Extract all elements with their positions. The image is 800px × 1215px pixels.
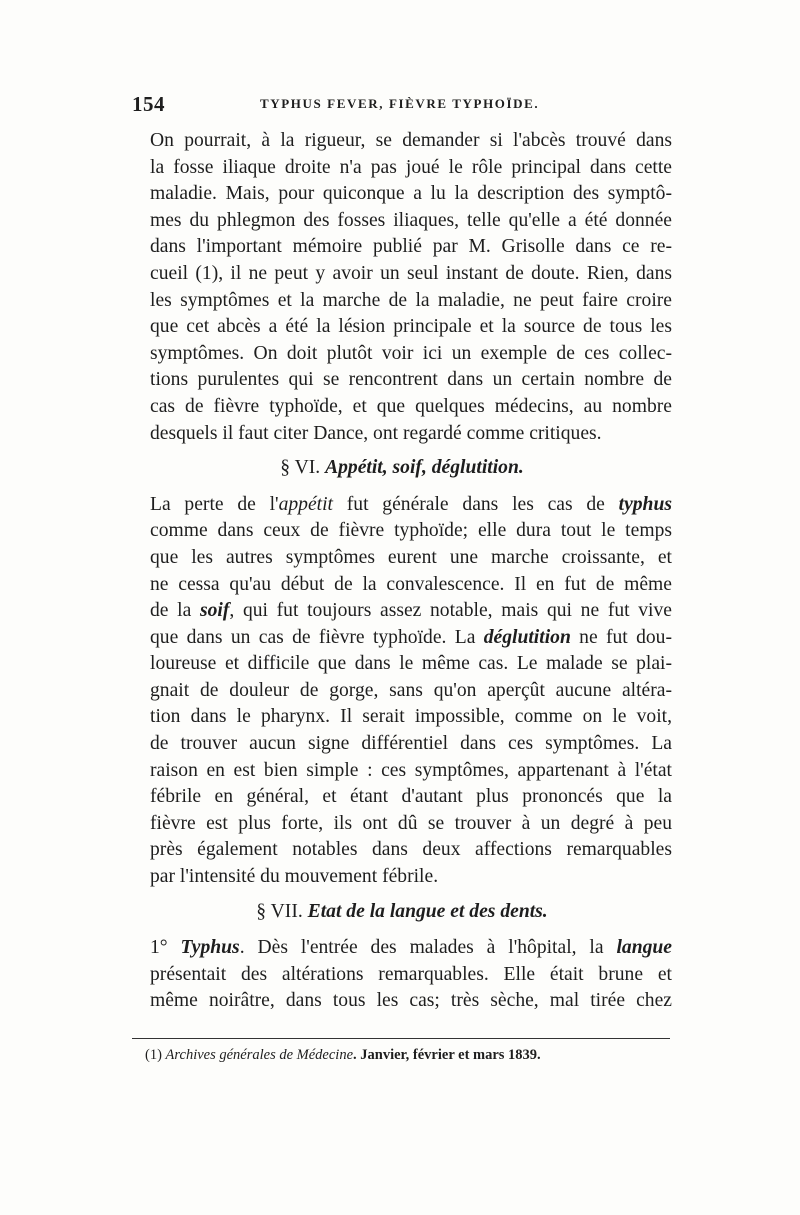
section-title: Etat de la langue et des dents. <box>307 900 548 922</box>
italic-term: typhus <box>618 493 672 515</box>
text-line: près également notables dans deux affections remarquables <box>150 839 672 861</box>
text-line: même noirâtre, dans tous les cas; très sèche, mal tirée chez <box>150 990 672 1012</box>
footnote-dates: . Janvier, février et mars 1839. <box>353 1047 541 1063</box>
text-line: symptômes. On doit plutôt voir ici un exemple de ces collec- <box>150 342 672 364</box>
text-line: la fosse iliaque droite n'a pas joué le rôle principal dans cette <box>150 156 672 178</box>
footnote-source: Archives générales de Médecine <box>165 1047 354 1063</box>
text-run: que dans un cas de fièvre typhoïde. La <box>150 626 484 648</box>
text-line <box>132 598 672 625</box>
text-run: ne fut dou- <box>570 626 672 648</box>
italic-term: Typhus <box>180 937 240 959</box>
italic-term: appétit <box>278 493 333 515</box>
paragraph-abces <box>132 128 672 447</box>
text-run: 1° <box>150 937 181 959</box>
text-line: desquels il faut citer Dance, ont regardé comme critiques. <box>150 422 602 444</box>
footnote <box>145 1046 541 1064</box>
text-line: fébrile en général, et étant d'autant plus prononcés que la <box>150 786 672 808</box>
section-number: § VI. <box>280 457 321 479</box>
text-line: loureuse et difficile que dans le même cas. Le malade se plai- <box>150 653 672 675</box>
text-line: gnait de douleur de gorge, sans qu'on aperçût aucune altéra- <box>150 679 672 701</box>
italic-term: langue <box>616 937 672 959</box>
section-heading-vii <box>132 899 672 926</box>
text-line: ne cessa qu'au début de la convalescence. Il en fut de même <box>150 573 672 595</box>
text-run: . Dès l'entrée des malades à l'hôpital, la <box>239 937 617 959</box>
text-line: de trouver aucun signe différentiel dans ces symptômes. La <box>150 733 672 755</box>
text-line: maladie. Mais, pour quiconque a lu la description des symptô- <box>150 183 672 205</box>
text-line <box>132 935 672 962</box>
text-line <box>132 625 672 652</box>
text-line: présentait des altérations remarquables. Elle était brune et <box>150 963 672 985</box>
section-heading-vi <box>132 455 672 482</box>
text-line: On pourrait, à la rigueur, se demander si l'abcès trouvé dans <box>150 130 672 151</box>
page-number: 154 <box>132 92 165 116</box>
text-line: cueil (1), il ne peut y avoir un seul instant de doute. Rien, dans <box>150 262 672 284</box>
section-title: Appétit, soif, déglutition. <box>325 457 524 479</box>
text-line: les symptômes et la marche de la maladie, ne peut faire croire <box>150 289 672 311</box>
footnote-marker: (1) <box>145 1047 166 1063</box>
footnote-rule <box>132 1038 670 1039</box>
text-run: La perte de l' <box>150 493 279 515</box>
text-line <box>132 492 672 519</box>
italic-term: soif <box>199 600 230 622</box>
text-line: tion dans le pharynx. Il serait impossible, comme on le voit, <box>150 706 672 728</box>
italic-term: déglutition <box>483 626 571 648</box>
text-line: fièvre est plus forte, ils ont dû se trouver à un degré à peu <box>150 812 672 834</box>
text-line: que les autres symptômes eurent une marche croissante, et <box>150 546 672 568</box>
text-line: que cet abcès a été la lésion principale et la source de tous les <box>150 316 672 338</box>
paragraph-langue <box>132 935 672 1015</box>
running-head <box>132 92 672 120</box>
text-line: raison en est bien simple : ces symptômes, appartenant à l'état <box>150 759 672 781</box>
text-run: , qui fut toujours assez notable, mais qui ne fut vive <box>229 600 672 622</box>
text-line: cas de fièvre typhoïde, et que quelques médecins, au nombre <box>150 395 672 417</box>
text-run: fut générale dans les cas de <box>333 493 619 515</box>
text-line: mes du phlegmon des fosses iliaques, telle qu'elle a été donnée <box>150 209 672 231</box>
text-line: tions purulentes qui se rencontrent dans un certain nombre de <box>150 369 672 391</box>
body-text <box>132 128 672 1015</box>
section-number: § VII. <box>256 900 303 922</box>
running-title: TYPHUS FEVER, FIÈVRE TYPHOÏDE. <box>260 96 540 111</box>
text-line: dans l'important mémoire publié par M. Grisolle dans ce re- <box>150 236 672 258</box>
paragraph-appetit <box>132 492 672 891</box>
text-run: de la <box>150 600 200 622</box>
text-line: par l'intensité du mouvement fébrile. <box>150 866 439 888</box>
text-line: comme dans ceux de fièvre typhoïde; elle dura tout le temps <box>150 520 672 542</box>
